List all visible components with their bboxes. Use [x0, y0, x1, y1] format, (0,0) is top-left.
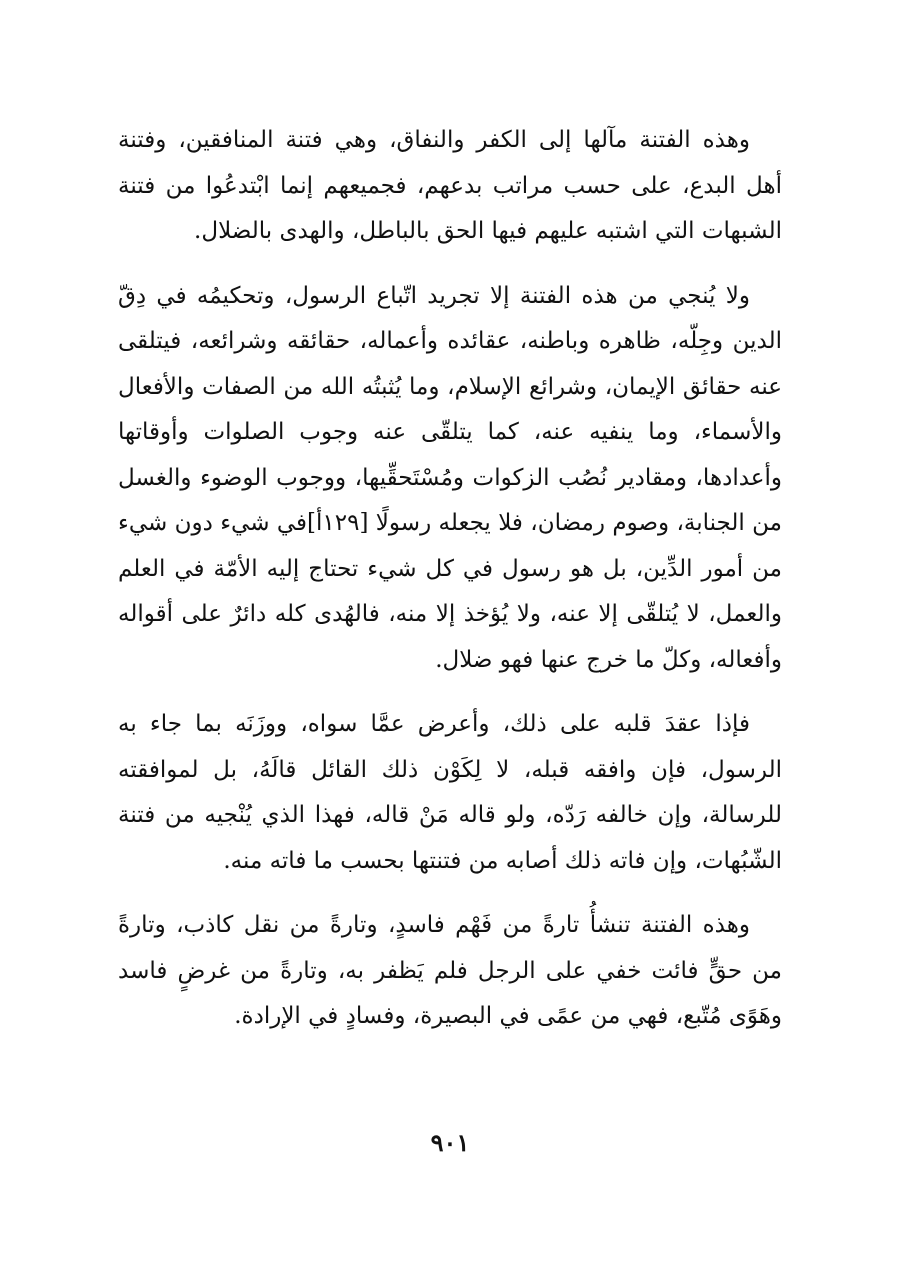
page-number: ٩٠١ — [430, 1128, 470, 1157]
paragraph-4: وهذه الفتنة تنشأُ تارةً من فَهْم فاسدٍ، وتارةً من نقل كاذب، وتارةً من حقٍّ فائت خفي على الرجل فلم يَظفر به، وتارةً من غرضٍ فاسد وهَوًى مُتّبع، فهي من عمًى في البصيرة، وفسادٍ في الإرادة. — [118, 912, 782, 1029]
body-text — [118, 118, 782, 1059]
paragraph-2: ولا يُنجي من هذه الفتنة إلا تجريد اتّباع الرسول، وتحكيمُه في دِقّ الدين وجِلّه، ظاهره وباطنه، عقائده وأعماله، حقائقه وشرائعه، فيتلقى عنه حقائق الإيمان، وشرائع الإسلام، وما يُثبتُه الله من الصفات والأفعال والأسماء، وما ينفيه عنه، كما يتلقّى عنه وجوب الصلوات وأوقاتها وأعدادها، ومقادير نُصُب الزكوات ومُسْتَحقِّيها، ووجوب الوضوء والغسل من الجنابة، وصوم رمضان، فلا يجعله رسولًا [١٢٩أ]في شيء دون شيء من أمور الدِّين، بل هو رسول في كل شيء تحتاج إليه الأمّة في العلم والعمل، لا يُتلقّى إلا عنه، ولا يُؤخذ إلا منه، فالهُدى كله دائرٌ على أقواله وأفعاله، وكلّ ما خرج عنها فهو ضلال. — [118, 282, 783, 673]
paragraph-1: وهذه الفتنة مآلها إلى الكفر والنفاق، وهي فتنة المنافقين، وفتنة أهل البدع، على حسب مراتب بدعهم، فجميعهم إنما ابْتدعُوا من فتنة الشبهات التي اشتبه عليهم فيها الحق بالباطل، والهدى بالضلال. — [118, 127, 782, 244]
paragraph-3: فإذا عقدَ قلبه على ذلك، وأعرض عمَّا سواه، ووزَنَه بما جاء به الرسول، فإن وافقه قبله، لا لِكَوْن ذلك القائل قالَهُ، بل لموافقته للرسالة، وإن خالفه رَدّه، ولو قاله مَنْ قاله، فهذا الذي يُنْجيه من فتنة الشّبُهات، وإن فاته ذلك أصابه من فتنتها بحسب ما فاته منه. — [118, 711, 782, 874]
